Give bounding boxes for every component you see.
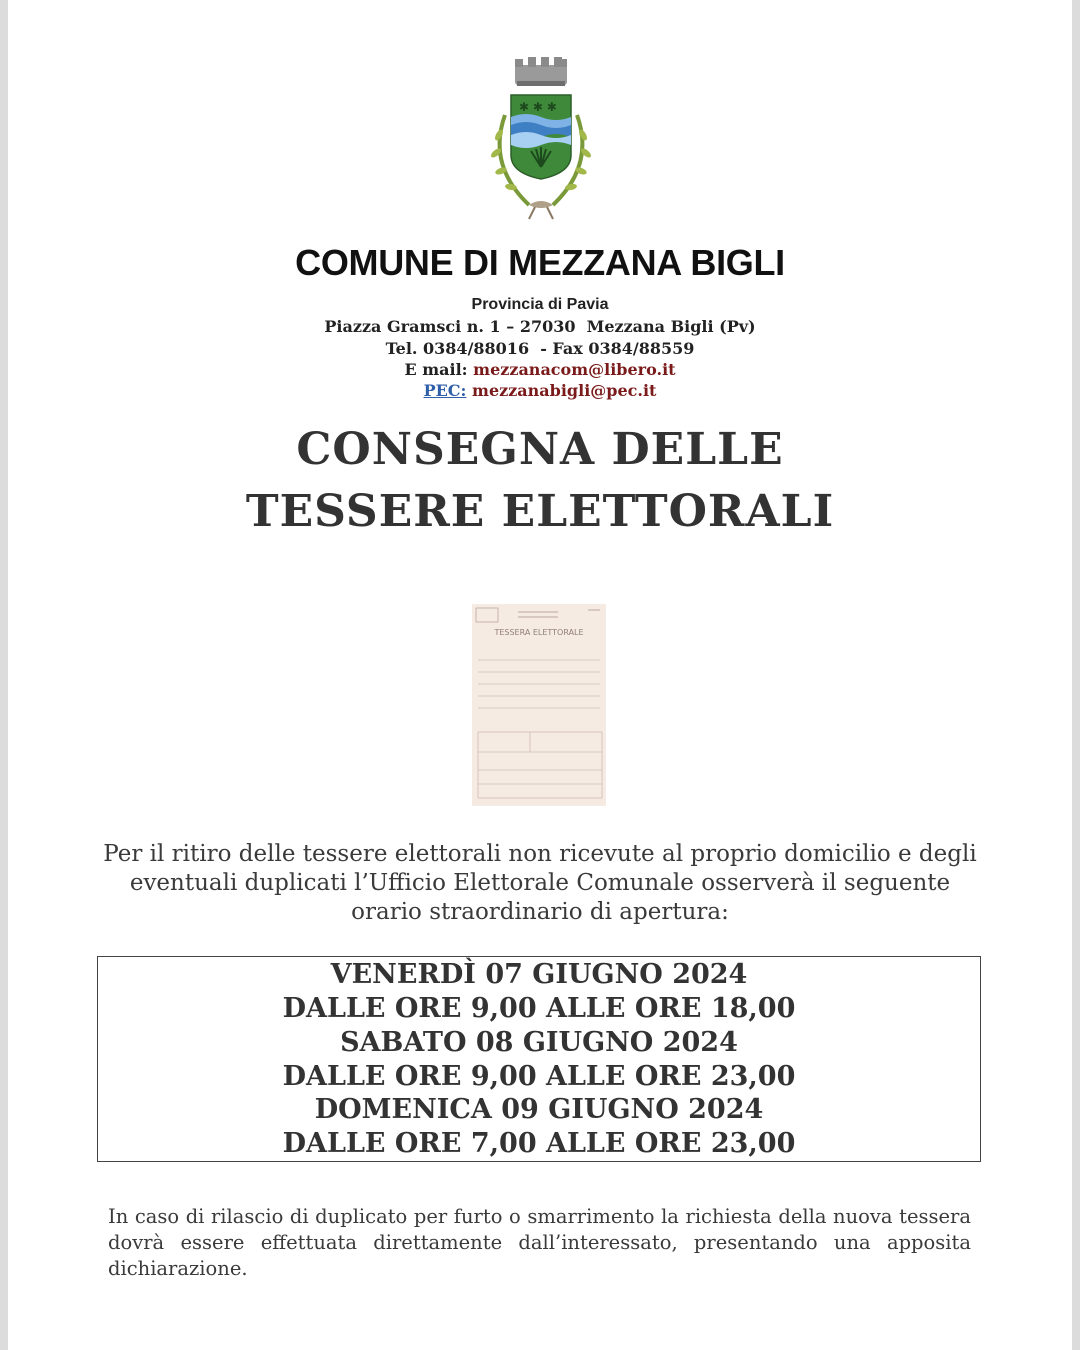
phone-fax-line: Tel. 0384/88016 - Fax 0384/88559	[385, 339, 695, 358]
email-line	[0, 360, 1080, 379]
schedule-hours-2: DALLE ORE 9,00 ALLE ORE 23,00	[282, 1061, 796, 1092]
schedule-hours-1: DALLE ORE 9,00 ALLE ORE 18,00	[282, 993, 796, 1024]
schedule-day-2: SABATO 08 GIUGNO 2024	[340, 1027, 738, 1058]
svg-text:✱ ✱ ✱: ✱ ✱ ✱	[519, 100, 557, 114]
electoral-card-image	[472, 604, 606, 806]
schedule-hours-3: DALLE ORE 7,00 ALLE ORE 23,00	[282, 1128, 796, 1159]
pec-line	[0, 381, 1080, 400]
email-link[interactable]: mezzanacom@libero.it	[473, 360, 676, 379]
duplicate-note: In caso di rilascio di duplicato per furto o smarrimento la richiesta della nuova tessera dovrà essere effettuata direttamente dall’interessato, presentando una apposita dichiarazione.	[108, 1205, 971, 1280]
email-label: E mail:	[404, 360, 468, 379]
intro-paragraph: Per il ritiro delle tessere elettorali non ricevute al proprio domicilio e degli eventuali duplicati l’Ufficio Elettorale Comunale osserverà il seguente orario straordinario di apertura:	[103, 841, 977, 925]
address-line: Piazza Gramsci n. 1 – 27030 Mezzana Bigli (Pv)	[324, 317, 756, 336]
schedule-day-3: DOMENICA 09 GIUGNO 2024	[314, 1094, 764, 1125]
pec-label: PEC:	[423, 381, 467, 400]
pec-link[interactable]: mezzanabigli@pec.it	[472, 381, 657, 400]
notice-title-line-2: TESSERE ELETTORALI	[245, 486, 835, 537]
schedule-day-1: VENERDÌ 07 GIUGNO 2024	[330, 959, 748, 990]
card-caption: TESSERA ELETTORALE	[494, 628, 584, 637]
notice-title-line-1: CONSEGNA DELLE	[296, 424, 784, 475]
province-name: Provincia di Pavia	[471, 296, 609, 313]
municipality-name: COMUNE DI MEZZANA BIGLI	[295, 242, 785, 283]
coat-of-arms-icon	[483, 55, 599, 225]
schedule-box	[97, 956, 981, 1162]
